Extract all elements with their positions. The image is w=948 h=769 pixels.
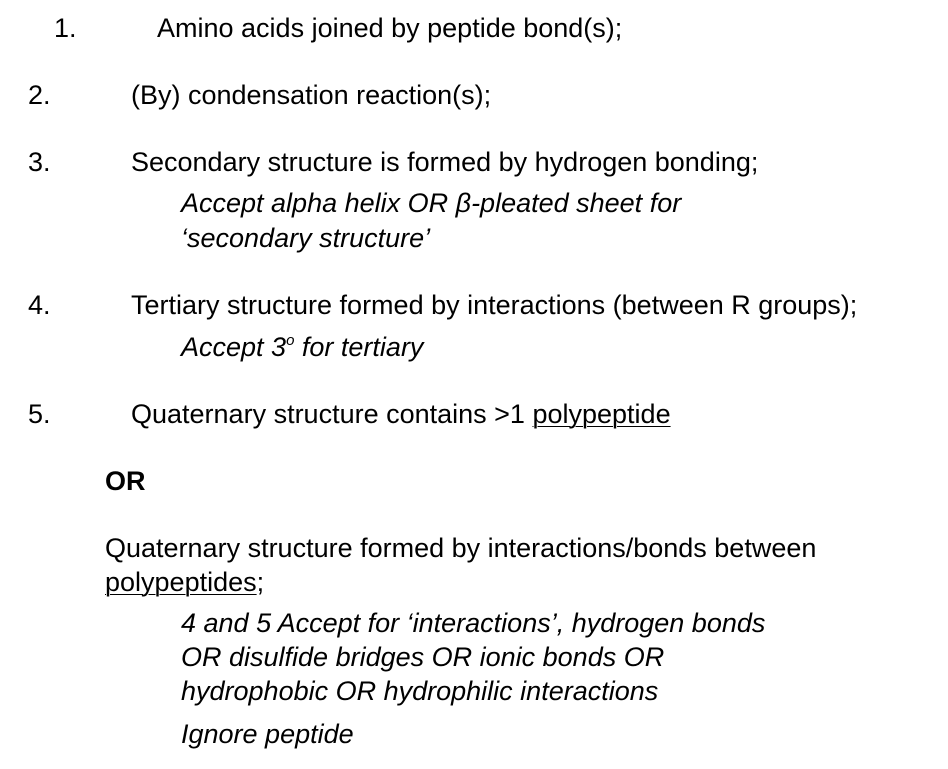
point-4-note <box>181 330 423 364</box>
alternative-line-2 <box>105 565 264 599</box>
point-5-text <box>131 397 671 431</box>
point-4-note-suffix: for tertiary <box>294 332 424 362</box>
alternative-underlined-term: polypeptides <box>105 567 257 597</box>
alternative-line-2-suffix: ; <box>256 567 265 597</box>
alternative-line-1: Quaternary structure formed by interactions/bonds between <box>105 533 817 563</box>
degree-superscript: o <box>286 332 295 349</box>
point-1-number: 1. <box>54 13 77 43</box>
point-3-number: 3. <box>28 147 51 177</box>
point-2-text: (By) condensation reaction(s); <box>131 80 492 110</box>
or-label: OR <box>105 466 146 496</box>
point-5-number: 5. <box>28 399 51 429</box>
point-2-number: 2. <box>28 80 51 110</box>
point-5-text-prefix: Quaternary structure contains >1 <box>131 399 533 429</box>
point-4-text: Tertiary structure formed by interactions (between R groups); <box>131 290 858 320</box>
point-5-underlined-term: polypeptide <box>532 399 671 429</box>
point-3-text: Secondary structure is formed by hydrogen bonding; <box>131 147 759 177</box>
point-1-text: Amino acids joined by peptide bond(s); <box>157 13 623 43</box>
notes-line-1: 4 and 5 Accept for ‘interactions’, hydrogen bonds <box>181 608 766 638</box>
point-4-number: 4. <box>28 290 51 320</box>
notes-line-3: hydrophobic OR hydrophilic interactions <box>181 676 659 706</box>
ignore-note: Ignore peptide <box>181 719 354 749</box>
notes-line-2: OR disulfide bridges OR ionic bonds OR <box>181 642 665 672</box>
point-3-note-line-2: ‘secondary structure’ <box>181 223 431 253</box>
point-3-note-line-1: Accept alpha helix OR β-pleated sheet for <box>181 188 682 218</box>
point-4-note-prefix: Accept 3 <box>181 332 287 362</box>
